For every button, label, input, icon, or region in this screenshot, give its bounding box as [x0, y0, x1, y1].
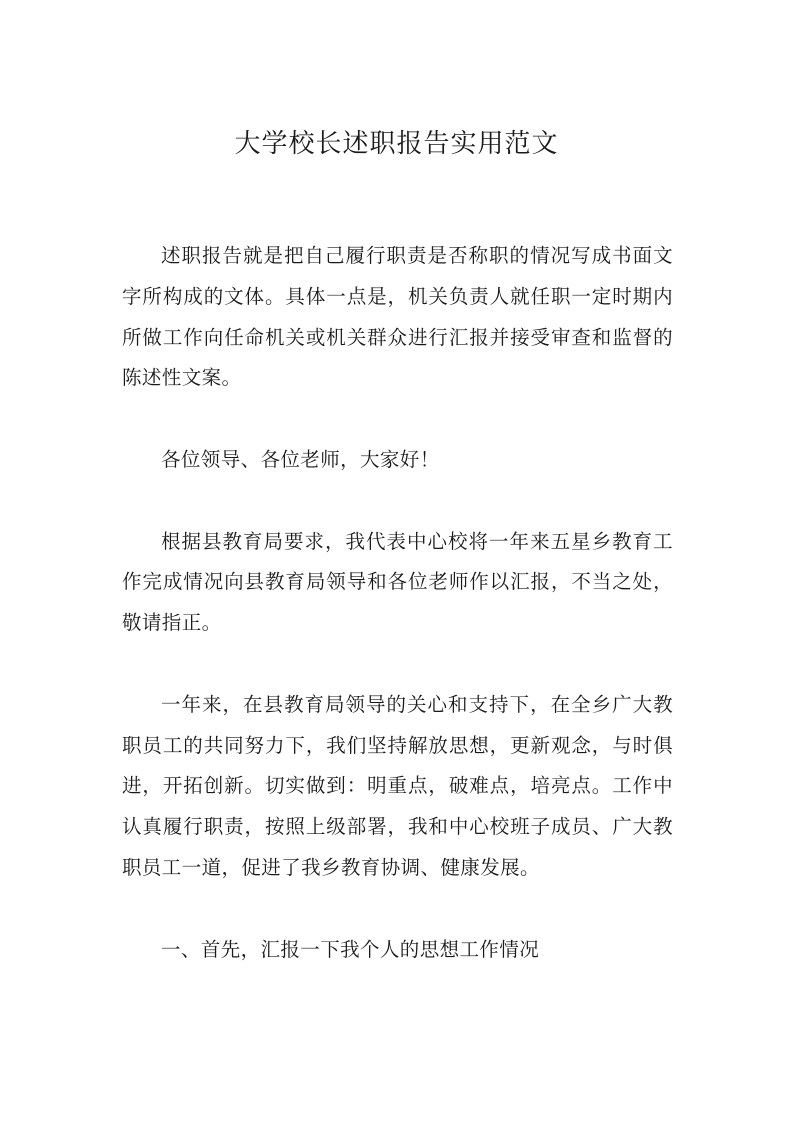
document-title: 大学校长述职报告实用范文: [234, 129, 559, 159]
document-body: [122, 236, 673, 970]
paragraph-year-summary: 一年来，在县教育局领导的关心和支持下，在全乡广大教职员工的共同努力下，我们坚持解放思想，更新观念，与时俱进，开拓创新。切实做到：明重点，破难点，培亮点。工作中认真履行职责，按照上级部署，我和中心校班子成员、广大教职员工一道，促进了我乡教育协调、健康发展。: [122, 692, 673, 879]
section-heading-1: 一、首先，汇报一下我个人的思想工作情况: [161, 937, 540, 961]
paragraph-greeting: 各位领导、各位老师，大家好！: [161, 447, 440, 471]
paragraph-intro: 述职报告就是把自己履行职责是否称职的情况写成书面文字所构成的文体。具体一点是，机关负责人就任职一定时期内所做工作向任命机关或机关群众进行汇报并接受审查和监督的陈述性文案。: [122, 244, 673, 390]
paragraph-report-purpose: 根据县教育局要求，我代表中心校将一年来五星乡教育工作完成情况向县教育局领导和各位老师作以汇报，不当之处，敬请指正。: [122, 529, 673, 635]
